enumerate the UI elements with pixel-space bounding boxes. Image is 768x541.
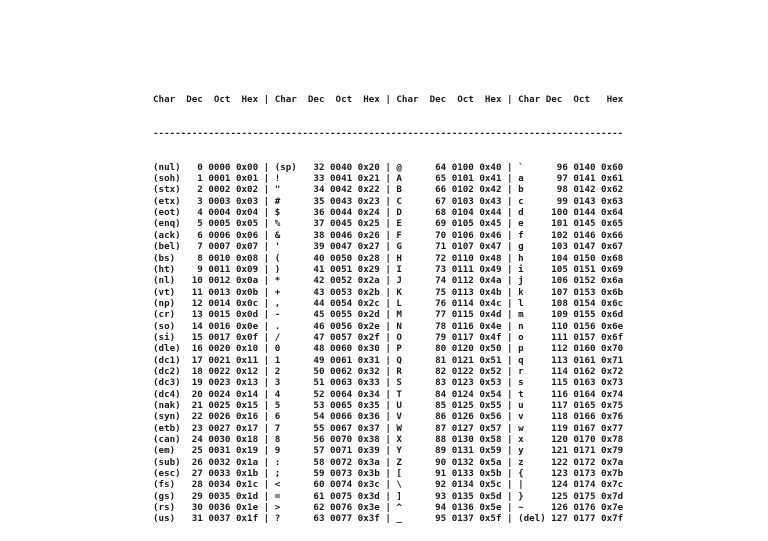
table-rows [153,162,623,525]
table-row: (soh) 1 0001 0x01 | ! 33 0041 0x21 | A 65 0101 0x41 | a 97 0141 0x61 [153,173,624,185]
table-header: Char Dec Oct Hex | Char Dec Oct Hex | Char Dec Oct Hex | Char Dec Oct Hex [153,93,624,105]
table-row: (bs) 8 0010 0x08 | ( 40 0050 0x28 | H 72 0110 0x48 | h 104 0150 0x68 [153,252,624,264]
table-row: (sub) 26 0032 0x1a | : 58 0072 0x3a | Z 90 0132 0x5a | z 122 0172 0x7a [153,456,624,468]
table-row: (so) 14 0016 0x0e | . 46 0056 0x2e | N 78 0116 0x4e | n 110 0156 0x6e [153,320,624,332]
ascii-table [153,71,623,536]
table-row: (nul) 0 0000 0x00 | (sp) 32 0040 0x20 | @ 64 0100 0x40 | ` 96 0140 0x60 [153,161,624,173]
table-row: (dle) 16 0020 0x10 | 0 48 0060 0x30 | P 80 0120 0x50 | p 112 0160 0x70 [153,343,624,355]
table-row: (np) 12 0014 0x0c | , 44 0054 0x2c | L 76 0114 0x4c | l 108 0154 0x6c [153,297,624,309]
table-row: (stx) 2 0002 0x02 | " 34 0042 0x22 | B 66 0102 0x42 | b 98 0142 0x62 [153,184,624,196]
table-row: (em) 25 0031 0x19 | 9 57 0071 0x39 | Y 89 0131 0x59 | y 121 0171 0x79 [153,445,624,457]
table-row: (si) 15 0017 0x0f | / 47 0057 0x2f | O 79 0117 0x4f | o 111 0157 0x6f [153,331,624,343]
table-row: (etb) 23 0027 0x17 | 7 55 0067 0x37 | W 87 0127 0x57 | w 119 0167 0x77 [153,422,624,434]
table-row: (dc2) 18 0022 0x12 | 2 50 0062 0x32 | R 82 0122 0x52 | r 114 0162 0x72 [153,365,624,377]
table-row: (cr) 13 0015 0x0d | - 45 0055 0x2d | M 77 0115 0x4d | m 109 0155 0x6d [153,309,624,321]
table-row: (bel) 7 0007 0x07 | ' 39 0047 0x27 | G 71 0107 0x47 | g 103 0147 0x67 [153,241,624,253]
table-row: (us) 31 0037 0x1f | ? 63 0077 0x3f | _ 95 0137 0x5f | (del) 127 0177 0x7f [153,513,624,525]
table-row: (enq) 5 0005 0x05 | % 37 0045 0x25 | E 69 0105 0x45 | e 101 0145 0x65 [153,218,624,230]
table-row: (rs) 30 0036 0x1e | > 62 0076 0x3e | ^ 94 0136 0x5e | ~ 126 0176 0x7e [153,502,624,514]
table-row: (syn) 22 0026 0x16 | 6 54 0066 0x36 | V 86 0126 0x56 | v 118 0166 0x76 [153,411,624,423]
table-row: (eot) 4 0004 0x04 | $ 36 0044 0x24 | D 68 0104 0x44 | d 100 0144 0x64 [153,207,624,219]
table-row: (etx) 3 0003 0x03 | # 35 0043 0x23 | C 67 0103 0x43 | c 99 0143 0x63 [153,195,624,207]
table-row: (vt) 11 0013 0x0b | + 43 0053 0x2b | K 75 0113 0x4b | k 107 0153 0x6b [153,286,624,298]
table-row: (dc1) 17 0021 0x11 | 1 49 0061 0x31 | Q 81 0121 0x51 | q 113 0161 0x71 [153,354,624,366]
table-row: (gs) 29 0035 0x1d | = 61 0075 0x3d | ] 93 0135 0x5d | } 125 0175 0x7d [153,490,624,502]
table-row: (dc3) 19 0023 0x13 | 3 51 0063 0x33 | S 83 0123 0x53 | s 115 0163 0x73 [153,377,624,389]
table-separator: ------------------------------------------------------------------------------------- [153,127,624,139]
table-row: (nak) 21 0025 0x15 | 5 53 0065 0x35 | U 85 0125 0x55 | u 117 0165 0x75 [153,399,624,411]
table-row: (ack) 6 0006 0x06 | & 38 0046 0x26 | F 70 0106 0x46 | f 102 0146 0x66 [153,229,624,241]
table-row: (can) 24 0030 0x18 | 8 56 0070 0x38 | X 88 0130 0x58 | x 120 0170 0x78 [153,434,624,445]
table-row: (ht) 9 0011 0x09 | ) 41 0051 0x29 | I 73 0111 0x49 | i 105 0151 0x69 [153,263,624,275]
table-row: (dc4) 20 0024 0x14 | 4 52 0064 0x34 | T 84 0124 0x54 | t 116 0164 0x74 [153,388,624,400]
table-row: (esc) 27 0033 0x1b | ; 59 0073 0x3b | [ 91 0133 0x5b | { 123 0173 0x7b [153,468,624,480]
table-row: (fs) 28 0034 0x1c | < 60 0074 0x3c | \ 92 0134 0x5c | | 124 0174 0x7c [153,479,624,491]
table-row: (nl) 10 0012 0x0a | * 42 0052 0x2a | J 74 0112 0x4a | j 106 0152 0x6a [153,275,624,287]
